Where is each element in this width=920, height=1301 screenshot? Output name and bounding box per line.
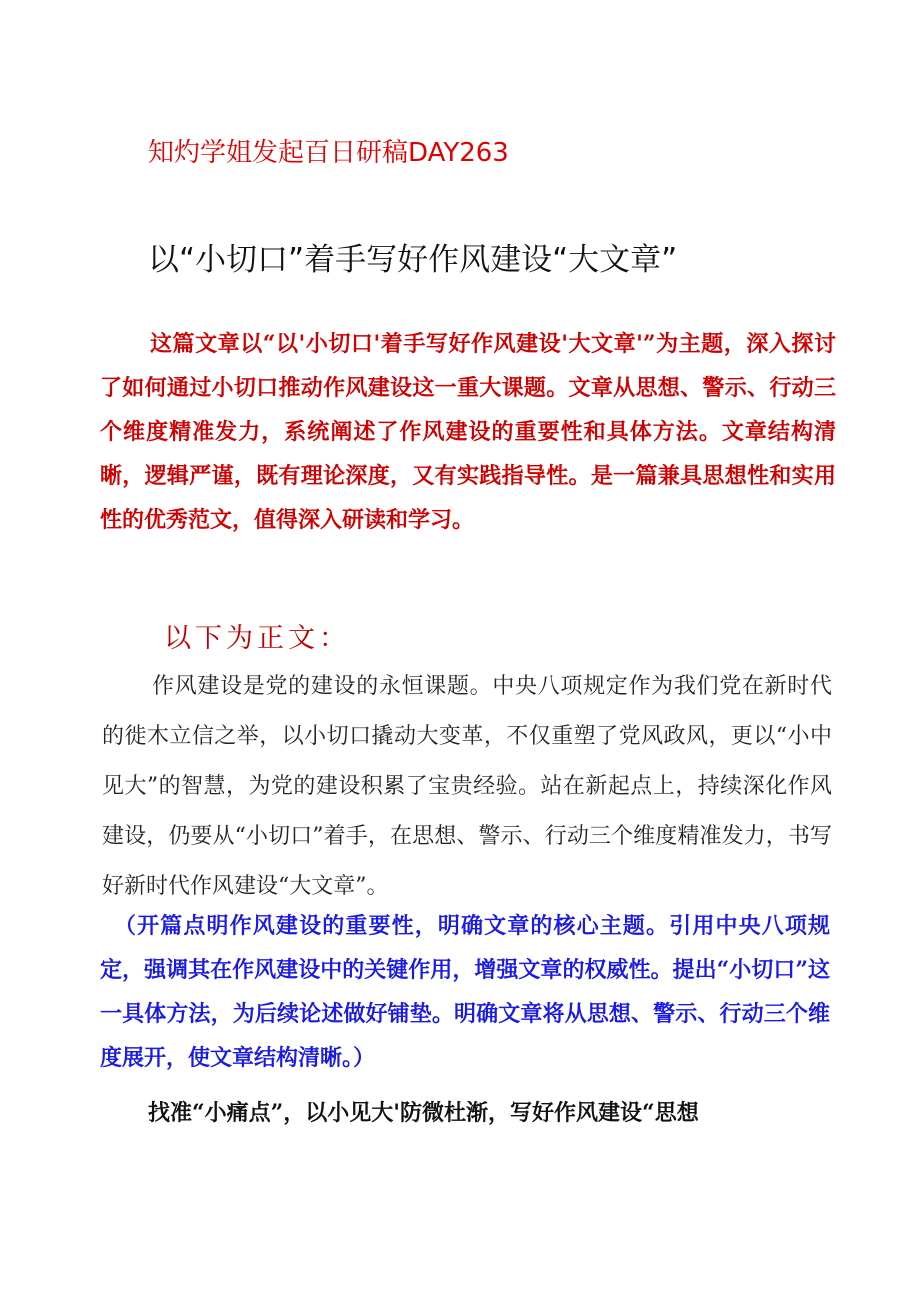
document-title: 以“小切口”着手写好作风建设“大文章”: [148, 242, 678, 278]
header-title: 知灼学姐发起百日研稿DAY263: [148, 138, 509, 168]
body-label: 以下为正文：: [164, 623, 350, 654]
summary-paragraph: 这篇文章以“以'小切口'着手写好作风建设'大文章'”为主题，深入探讨了如何通过小切口推动作风建设这一重大课题。文章从思想、警示、行动三个维度精准发力，系统阐述了作风建设的重要性和具体方法。文章结构清晰，逻辑严谨，既有理论深度，又有实践指导性。是一篇兼具思想性和实用性的优秀范文，值得深入研读和学习。: [100, 331, 836, 533]
body-paragraph: 作风建设是党的建设的永恒课题。中央八项规定作为我们党在新时代的徙木立信之举，以小切口撬动大变革，不仅重塑了党风政风，更以“小中见大”的智慧，为党的建设积累了宝贵经验。站在新起点上，持续深化作风建设，仍要从“小切口”着手，在思想、警示、行动三个维度精准发力，书写好新时代作风建设“大文章”。: [102, 674, 832, 899]
annotation-comment: （开篇点明作风建设的重要性，明确文章的核心主题。引用中央八项规定，强调其在作风建设中的关键作用，增强文章的权威性。提出“小切口”这一具体方法，为后续论述做好铺垫。明确文章将从思想、警示、行动三个维度展开，使文章结构清晰。）: [100, 913, 830, 1071]
section-subheading: 找准“小痛点”，以小见大'防微杜渐，写好作风建设“思想: [148, 1100, 699, 1126]
